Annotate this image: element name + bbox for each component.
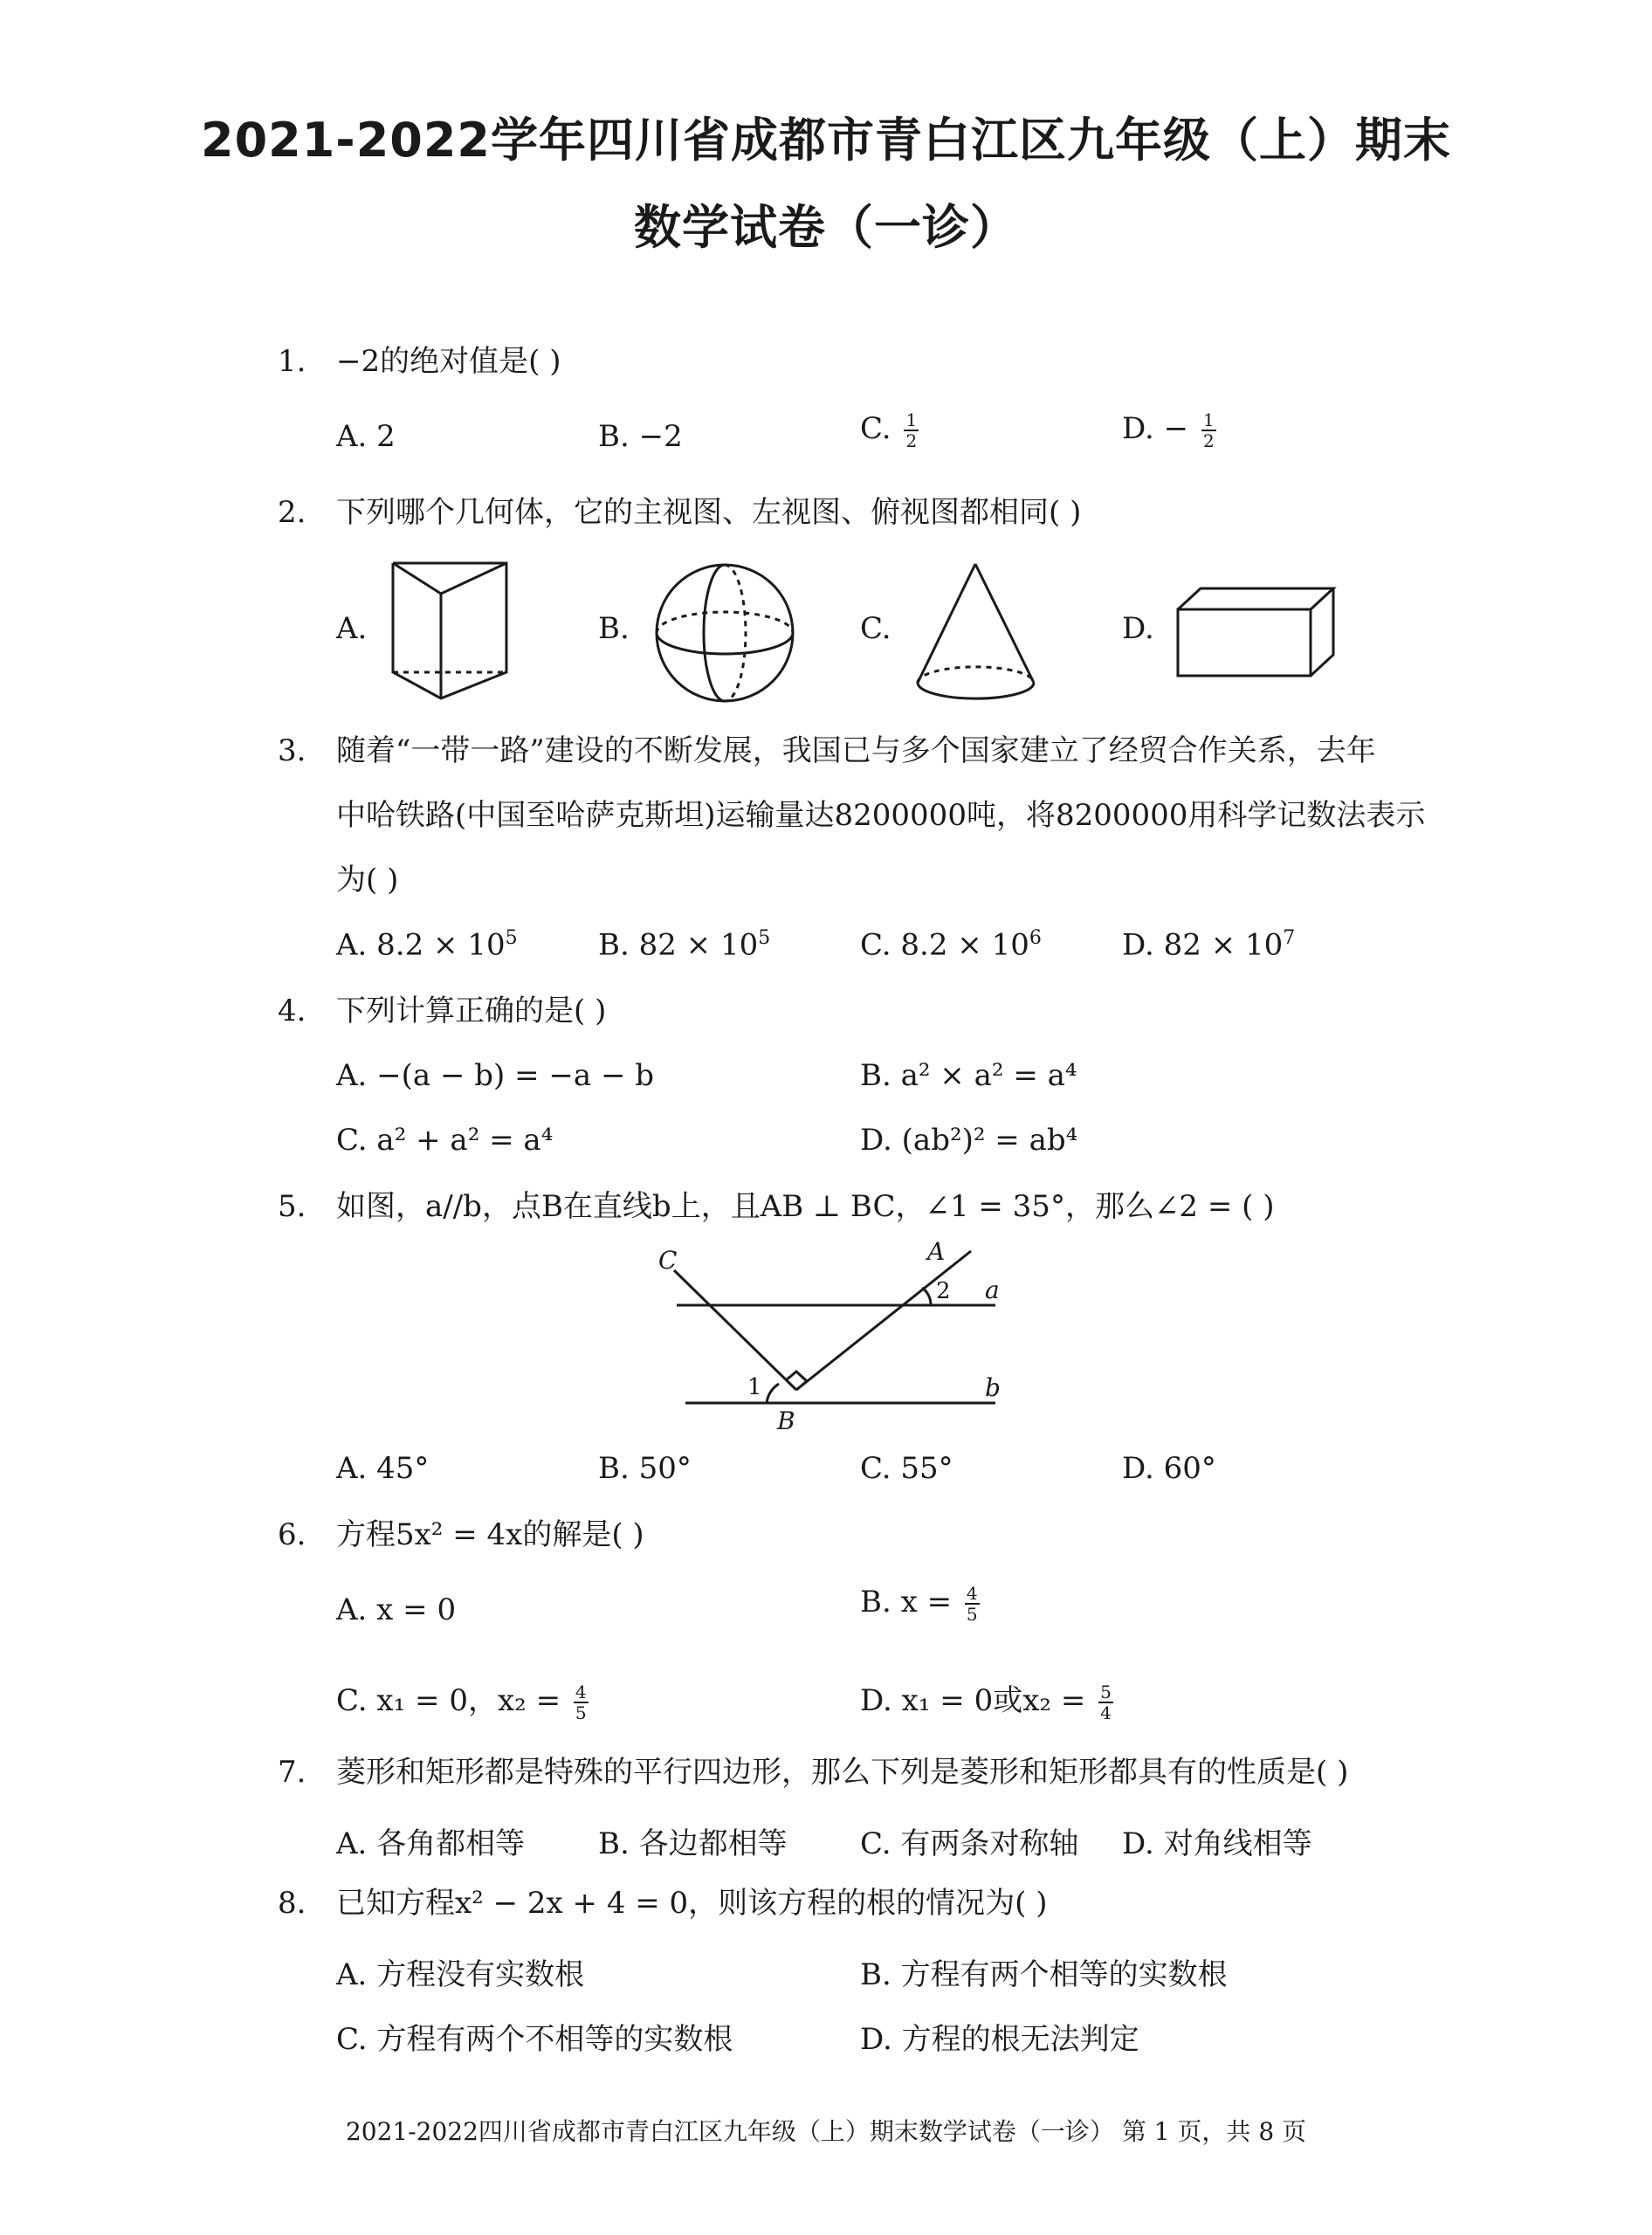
question-text-line1: 随着“一带一路”建设的不断发展，我国已与多个国家建立了经贸合作关系，去年 [336,733,1376,768]
fraction-numerator: 5 [1100,1681,1112,1702]
q8-option-c: C. 方程有两个不相等的实数根 [336,2022,733,2057]
fraction [904,410,919,450]
question-number: 7. [278,1755,306,1790]
fraction-denominator: 2 [1202,430,1215,451]
question-number: 5. [278,1189,306,1224]
fraction-numerator: 4 [966,1583,978,1604]
q3-option-c [860,927,1042,962]
q2-option-b-label: B. [598,611,630,646]
q6-option-d [860,1676,1113,1723]
q2-option-a-label: A. [336,611,368,646]
fraction-denominator: 5 [966,1604,978,1625]
q5-option-a: A. 45° [336,1451,430,1486]
triangular-prism-figure [389,559,520,703]
q3-option-b [598,927,770,962]
figure-label-b-point: B [777,1406,795,1435]
q7-option-a: A. 各角都相等 [336,1826,526,1861]
q7-option-c: C. 有两条对称轴 [860,1826,1079,1861]
sphere-figure [650,559,799,707]
fraction-denominator: 5 [575,1702,587,1723]
option-exponent: 7 [1283,927,1296,949]
q8-option-a: A. 方程没有实数根 [336,1957,585,1992]
option-exponent: 5 [758,927,771,949]
question-number: 8. [278,1886,306,1921]
question-text-line3: 为( ) [336,863,399,897]
q1-option-d [1122,410,1216,450]
option-prefix: D. − [1122,411,1189,446]
question-text: 已知方程x² − 2x + 4 = 0，则该方程的根的情况为( ) [336,1886,1048,1921]
page-title-line1: 2021-2022学年四川省成都市青白江区九年级（上）期末 [201,113,1451,168]
q2-option-d-label: D. [1122,611,1154,646]
q6-option-c [336,1676,589,1723]
fraction [965,1584,980,1624]
q1-option-a: A. 2 [336,419,396,454]
q3-option-a [336,927,518,962]
q7-option-d: D. 对角线相等 [1122,1826,1312,1861]
question-text: 下列计算正确的是( ) [336,994,607,1028]
q5-option-c: C. 55° [860,1451,953,1486]
q5-option-b: B. 50° [598,1451,692,1486]
option-prefix: D. x₁ = 0或x₂ = [860,1683,1086,1718]
q7-option-b: B. 各边都相等 [598,1826,788,1861]
figure-angle-2: 2 [936,1278,951,1304]
q4-option-c: C. a² + a² = a⁴ [336,1123,554,1158]
figure-label-line-b: b [985,1373,1001,1402]
q2-option-c-label: C. [860,611,891,646]
q8-option-b: B. 方程有两个相等的实数根 [860,1957,1228,1992]
question-text: 菱形和矩形都是特殊的平行四边形，那么下列是菱形和矩形都具有的性质是( ) [336,1755,1349,1790]
page-footer: 2021-2022四川省成都市青白江区九年级（上）期末数学试卷（一诊） 第 1 页，共 8 页 [345,2117,1307,2146]
question-number: 6. [278,1517,306,1552]
question-number: 4. [278,994,306,1028]
fraction [1098,1682,1113,1723]
q8-option-d: D. 方程的根无法判定 [860,2022,1139,2057]
fraction [574,1682,589,1723]
cone-figure [912,559,1039,707]
question-number: 2. [278,495,306,530]
fraction-denominator: 2 [905,430,918,451]
fraction-denominator: 4 [1100,1702,1112,1723]
q4-option-d: D. (ab²)² = ab⁴ [860,1123,1078,1158]
q4-option-b: B. a² × a² = a⁴ [860,1058,1077,1093]
question-number: 1. [278,344,306,379]
q6-option-b [860,1584,980,1624]
option-prefix: C. [860,411,891,446]
q1-option-c [860,410,919,450]
option-prefix: B. x = [860,1585,953,1620]
parallel-lines-figure [646,1235,1013,1436]
option-base: A. 8.2 × 10 [336,927,506,963]
option-base: D. 82 × 10 [1122,927,1284,963]
figure-angle-1: 1 [747,1374,762,1400]
q5-option-d: D. 60° [1122,1451,1216,1486]
figure-label-c: C [658,1246,678,1275]
question-text: −2的绝对值是( ) [336,344,561,379]
question-text: 方程5x² = 4x的解是( ) [336,1517,644,1552]
option-exponent: 5 [505,927,518,949]
question-text-line2: 中哈铁路(中国至哈萨克斯坦)运输量达8200000吨，将8200000用科学记数法表示 [336,798,1426,833]
question-number: 3. [278,733,306,768]
question-text: 下列哪个几何体，它的主视图、左视图、俯视图都相同( ) [336,495,1082,530]
question-text: 如图，a//b，点B在直线b上，且AB ⊥ BC，∠1 = 35°，那么∠2 = ( ) [336,1189,1275,1224]
fraction-numerator: 1 [905,409,918,430]
option-prefix: C. x₁ = 0，x₂ = [336,1683,561,1718]
option-exponent: 6 [1029,927,1042,949]
figure-label-a-point: A [927,1237,946,1266]
fraction [1201,410,1216,450]
fraction-numerator: 4 [575,1681,587,1702]
q4-option-a: A. −(a − b) = −a − b [336,1058,655,1093]
q1-option-b: B. −2 [598,419,683,454]
cuboid-figure [1174,585,1340,681]
page-title-line2: 数学试卷（一诊） [634,200,1018,255]
figure-label-line-a: a [985,1276,1000,1304]
option-base: C. 8.2 × 10 [860,927,1029,963]
q3-option-d [1122,927,1295,962]
q6-option-a: A. x = 0 [336,1592,457,1627]
fraction-numerator: 1 [1202,409,1215,430]
option-base: B. 82 × 10 [598,927,759,963]
